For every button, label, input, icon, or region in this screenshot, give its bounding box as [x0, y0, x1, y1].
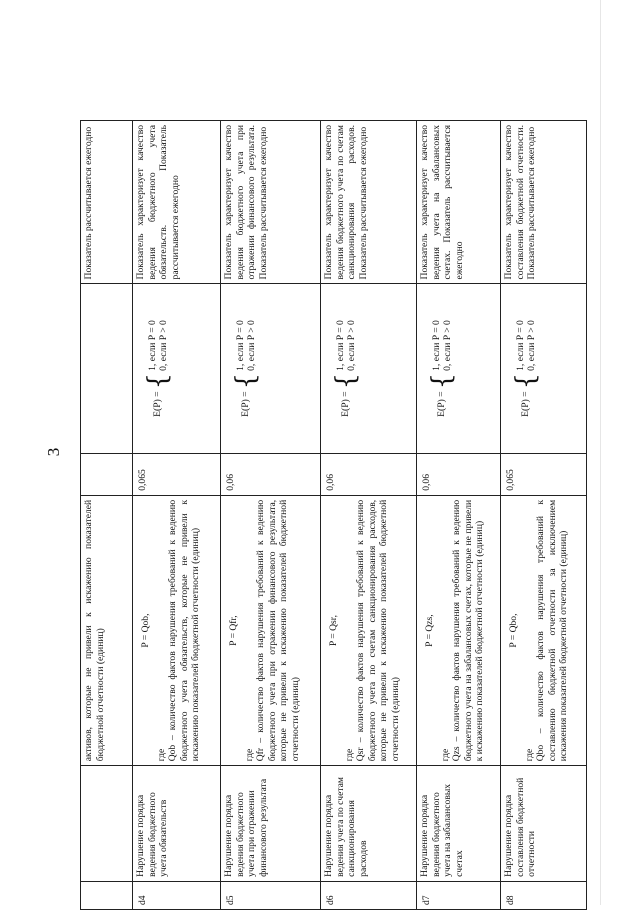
formula: P = Qfr,	[228, 615, 239, 646]
ep-case-2: 0, если P > 0	[442, 320, 453, 371]
row-title: Нарушение порядка ведения бюджетного учета обязательств	[133, 766, 221, 882]
where-label: где	[523, 748, 535, 762]
ep-case-1: 1, если P = 0	[146, 320, 158, 371]
ep-case-1: 1, если P = 0	[234, 320, 246, 371]
evaluation-formula-cell	[417, 284, 501, 453]
ep-case-1: 1, если P = 0	[430, 320, 442, 371]
formula-description: Qbo – количество фактов нарушения требований к составлению бюджетной отчетности за исключением искажения показателей бюджетной отчетности (единиц)	[535, 499, 569, 762]
table-row	[221, 121, 321, 910]
continuation-note: Показатель рассчитывается ежегодно	[81, 121, 133, 284]
row-title: Нарушение порядка ведения учета по счетам санкционирования расходов	[321, 766, 417, 882]
brace-icon: {	[143, 372, 173, 390]
characteristic: Показатель характеризует качество составления бюджетной отчетности. Показатель рассчитывается ежегодно	[501, 121, 587, 284]
row-weight: 0,06	[321, 453, 417, 495]
evaluation-formula-cell	[501, 284, 587, 453]
page-number: 3	[44, 447, 63, 457]
ep-lhs: E(P) =	[520, 391, 532, 417]
row-number: d8	[501, 881, 587, 909]
row-formula-cell	[321, 495, 417, 766]
ep-lhs: E(P) =	[436, 391, 448, 417]
row-formula-cell	[417, 495, 501, 766]
row-title: Нарушение порядка составления бюджетной отчетности	[501, 766, 587, 882]
where-label: где	[343, 748, 355, 762]
evaluation-formula-cell	[221, 284, 321, 453]
evaluation-formula-cell	[321, 284, 417, 453]
where-label: где	[439, 748, 451, 762]
ep-case-2: 0, если P > 0	[246, 320, 257, 371]
ep-case-1: 1, если P = 0	[514, 320, 526, 371]
characteristic: Показатель характеризует качество ведения учета на забалансовых счетах. Показатель рассчитывается ежегодно	[417, 121, 501, 284]
row-formula-cell	[133, 495, 221, 766]
cell-empty	[81, 881, 133, 909]
table-row	[417, 121, 501, 910]
formula: P = Qzs,	[424, 614, 435, 647]
formula-description: Qob – количество фактов нарушения требований к ведению бюджетного учета обязательств, которые не привели к искажению показателей бюджетной отчетности (единиц)	[167, 499, 201, 762]
scan-edge-line	[600, 0, 601, 905]
formula-description: Qzs – количество фактов нарушения требований к ведению бюджетного учета на забалансовых счетах, которые не привели к искажению показателей бюджетной отчетности (единиц)	[451, 499, 485, 762]
formula: P = Qsr,	[328, 615, 339, 647]
table-row	[501, 121, 587, 910]
row-formula-cell	[501, 495, 587, 766]
characteristic: Показатель характеризует качество ведения бюджетного учета обязательств. Показатель рассчитывается ежегодно	[133, 121, 221, 284]
row-weight: 0,06	[417, 453, 501, 495]
row-number: d4	[133, 881, 221, 909]
table-row	[321, 121, 417, 910]
table-row	[133, 121, 221, 910]
row-title: Нарушение порядка ведения бюджетного учета на забалансовых счетах	[417, 766, 501, 882]
ep-lhs: E(P) =	[340, 391, 352, 417]
characteristic: Показатель характеризует качество ведения бюджетного учета по счетам санкционирования расходов. Показатель рассчитывается ежегодно	[321, 121, 417, 284]
formula-description: Qsr – количество фактов нарушения требований к ведению бюджетного учета по счетам санкционирования расходов, которые не привели к искажению показателей бюджетной отчетности (единиц)	[355, 499, 401, 762]
ep-case-2: 0, если P > 0	[526, 320, 537, 371]
ep-lhs: E(P) =	[152, 391, 164, 417]
ep-case-1: 1, если P = 0	[334, 320, 346, 371]
ep-case-2: 0, если P > 0	[158, 320, 169, 371]
formula-description: Qfr – количество фактов нарушения требований к ведению бюджетного учета при отражении финансового результата, которые не привели к искажению показателей бюджетной отчетности (единиц)	[255, 499, 301, 762]
characteristic: Показатель характеризует качество ведения бюджетного учета при отражении финансового результата. Показатель рассчитывается ежегодно	[221, 121, 321, 284]
brace-icon: {	[231, 372, 261, 390]
row-number: d7	[417, 881, 501, 909]
table-row-continuation	[81, 121, 133, 910]
row-weight: 0,065	[501, 453, 587, 495]
evaluation-formula-cell	[133, 284, 221, 453]
brace-icon: {	[331, 372, 361, 390]
row-weight: 0,06	[221, 453, 321, 495]
row-weight: 0,065	[133, 453, 221, 495]
cell-empty	[81, 453, 133, 495]
ep-case-2: 0, если P > 0	[346, 320, 357, 371]
cell-empty	[81, 766, 133, 882]
row-number: d6	[321, 881, 417, 909]
row-title: Нарушение порядка ведения бюджетного учета при отражении финансового результата	[221, 766, 321, 882]
ep-lhs: E(P) =	[240, 391, 252, 417]
rotated-table-container	[80, 120, 590, 910]
row-formula-cell	[221, 495, 321, 766]
row-number: d5	[221, 881, 321, 909]
brace-icon: {	[427, 372, 457, 390]
brace-icon: {	[511, 372, 541, 390]
formula: P = Qob,	[140, 613, 151, 648]
where-label: где	[155, 748, 167, 762]
where-label: где	[243, 748, 255, 762]
formula: P = Qbo,	[508, 613, 519, 648]
cell-empty	[81, 284, 133, 453]
indicators-table	[80, 120, 587, 910]
continuation-text: активов, которые не привели к искажению показателей бюджетной отчетности (единиц)	[81, 495, 133, 766]
